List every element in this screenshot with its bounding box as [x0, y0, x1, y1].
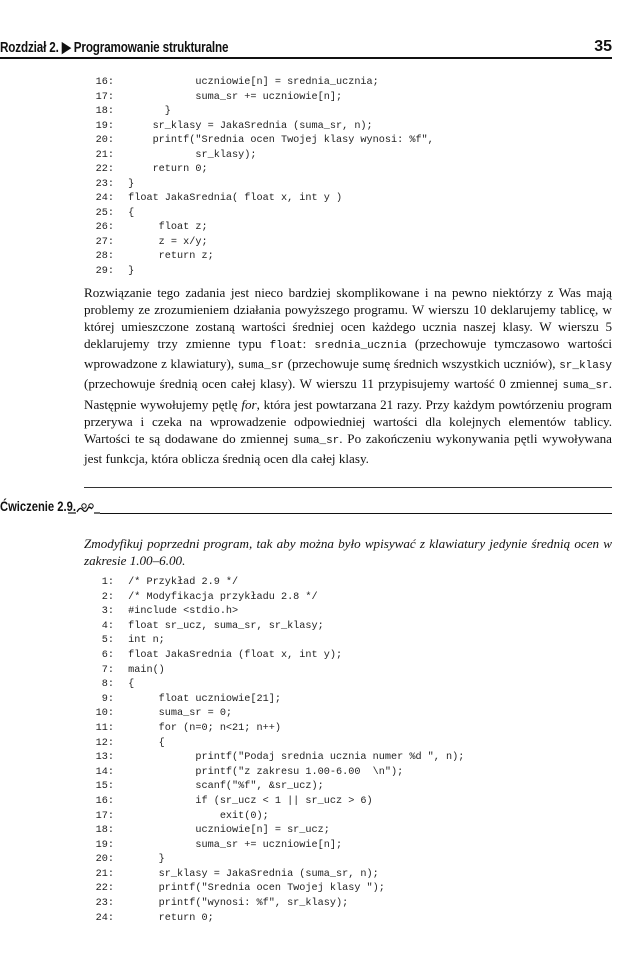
line-number: 11:	[95, 722, 114, 734]
code-line	[84, 839, 464, 854]
code-text: return 0;	[122, 912, 214, 924]
para-text: Rozwiązanie tego zadania jest nieco bardziej skomplikowane i na pewno niektórzy z Was mają problemy ze zrozumieniem działania powyższego programu. W wierszu 10 deklarujemy tablicę, w której umieszczone zostaną wartości średniej ocen każdego ucznia naszej klasy. W wierszu 5 deklarujemy trzy zmienne typu	[84, 285, 612, 352]
section-divider	[84, 487, 612, 488]
exercise-icon	[66, 500, 102, 516]
code-line	[84, 824, 464, 839]
code-text: /* Przykład 2.9 */	[122, 577, 239, 588]
line-number: 26:	[95, 222, 114, 233]
line-number: 23:	[95, 178, 114, 190]
line-number: 29:	[95, 265, 114, 277]
line-number: 2:	[101, 591, 114, 603]
code-text: }	[122, 265, 135, 277]
line-number: 6:	[101, 649, 114, 661]
code-token: srednia_ucznia	[314, 340, 407, 353]
code-text: printf("wynosi: %f", sr_klasy);	[122, 898, 349, 910]
code-line	[84, 620, 464, 635]
line-number: 19:	[95, 120, 114, 132]
para-text: :	[302, 336, 315, 352]
line-number: 20:	[95, 854, 114, 866]
code-text: int n;	[122, 635, 165, 647]
code-line	[84, 868, 464, 883]
code-text: suma_sr += uczniowie[n];	[122, 839, 343, 851]
code-text: float JakaSrednia (float x, int y);	[122, 649, 343, 661]
exercise-rule	[100, 513, 612, 514]
code-text: printf("Podaj srednia ucznia numer %d ", n);	[122, 752, 465, 764]
header-rule	[0, 57, 612, 59]
line-number: 15:	[95, 781, 114, 793]
code-line	[84, 265, 434, 280]
code-line	[84, 649, 464, 664]
code-line	[84, 664, 464, 679]
code-line	[84, 207, 434, 222]
code-line	[84, 178, 434, 193]
code-text: z = x/y;	[122, 236, 208, 248]
italic-keyword: for	[241, 396, 257, 412]
code-text: scanf("%f", &sr_ucz);	[122, 781, 324, 793]
code-text: float sr_ucz, suma_sr, sr_klasy;	[122, 620, 324, 632]
code-line	[84, 192, 434, 207]
line-number: 23:	[95, 898, 114, 910]
code-line	[84, 605, 464, 620]
explanation-paragraph	[84, 284, 612, 467]
code-line	[84, 134, 434, 149]
para-text: (przechowuje tymczasowo wartości wprowadzone z klawiatury),	[84, 336, 612, 372]
line-number: 13:	[95, 752, 114, 764]
code-line	[84, 250, 434, 265]
line-number: 9:	[101, 693, 114, 705]
line-number: 21:	[95, 149, 114, 161]
code-text: }	[122, 106, 171, 117]
line-number: 28:	[95, 251, 114, 262]
code-line	[84, 76, 434, 91]
line-number: 19:	[95, 839, 114, 851]
para-text: . Po zakończeniu wykonywania pętli wywoływana jest funkcja, która oblicza średnią ocen dla całej klasy.	[84, 430, 612, 466]
line-number: 7:	[101, 664, 114, 676]
code-line	[84, 810, 464, 825]
para-text: , która jest powtarzana 21 razy. Przy każdym powtórzeniu program przerywa i czeka na wprowadzenie odpowiedniej wartości dla kolejnych elementów tablicy. Wartości te są dodawane do zmiennej	[84, 396, 612, 446]
code-line	[84, 91, 434, 106]
code-listing-continued	[84, 76, 434, 279]
code-line	[84, 897, 464, 912]
code-text: float uczniowie[21];	[122, 693, 281, 705]
line-number: 17:	[95, 810, 114, 822]
para-text: . Następnie wywołujemy pętlę	[84, 376, 612, 412]
code-text: exit(0);	[122, 810, 269, 822]
code-line	[84, 236, 434, 251]
line-number: 18:	[95, 825, 114, 837]
para-text: (przechowuje średnią ocen całej klasy). W wierszu 11 przypisujemy wartość 0 zmiennej	[84, 376, 563, 392]
code-line	[84, 780, 464, 795]
code-line	[84, 795, 464, 810]
code-text: }	[122, 854, 165, 866]
line-number: 14:	[95, 766, 114, 778]
code-line	[84, 751, 464, 766]
code-text: float z;	[122, 222, 208, 233]
line-number: 16:	[95, 795, 114, 807]
code-line	[84, 707, 464, 722]
code-token: suma_sr	[293, 434, 340, 447]
line-number: 25:	[95, 207, 114, 219]
code-line	[84, 737, 464, 752]
code-text: }	[122, 178, 135, 190]
code-line	[84, 766, 464, 781]
code-text: float JakaSrednia( float x, int y )	[122, 193, 343, 204]
code-line	[84, 693, 464, 708]
line-number: 20:	[95, 135, 114, 146]
page-number: 35	[594, 38, 612, 55]
code-line	[84, 882, 464, 897]
line-number: 10:	[95, 708, 114, 720]
code-text: sr_klasy = JakaSrednia (suma_sr, n);	[122, 120, 373, 132]
exercise-label: Ćwiczenie 2.9.	[0, 498, 76, 514]
code-text: main()	[122, 664, 165, 676]
code-text: {	[122, 207, 135, 219]
line-number: 22:	[95, 883, 114, 895]
code-text: uczniowie[n] = sr_ucz;	[122, 825, 330, 837]
code-text: suma_sr += uczniowie[n];	[122, 91, 343, 103]
code-token: float	[269, 340, 303, 353]
line-number: 27:	[95, 236, 114, 248]
line-number: 16:	[95, 77, 114, 88]
code-text: printf("Srednia ocen Twojej klasy ");	[122, 883, 385, 895]
code-line	[84, 912, 464, 927]
code-text: suma_sr = 0;	[122, 708, 233, 720]
line-number: 24:	[95, 912, 114, 924]
code-line	[84, 853, 464, 868]
code-line	[84, 163, 434, 178]
code-text: /* Modyfikacja przykładu 2.8 */	[122, 591, 318, 603]
code-text: if (sr_ucz < 1 || sr_ucz > 6)	[122, 795, 373, 807]
code-listing-2-9	[84, 576, 464, 926]
code-line	[84, 722, 464, 737]
line-number: 21:	[95, 868, 114, 880]
code-token: sr_klasy	[559, 360, 612, 373]
exercise-task: Zmodyfikuj poprzedni program, tak aby można było wpisywać z klawiatury jedynie średnią ocen w zakresie 1.00–6.00.	[84, 536, 612, 568]
code-token: suma_sr	[237, 360, 284, 373]
code-line	[84, 221, 434, 236]
code-text: return 0;	[122, 164, 208, 175]
line-number: 17:	[95, 91, 114, 103]
code-text: printf("Srednia ocen Twojej klasy wynosi: %f",	[122, 135, 434, 146]
line-number: 3:	[101, 606, 114, 618]
line-number: 1:	[101, 577, 114, 588]
code-token: suma_sr	[562, 380, 609, 393]
code-line	[84, 634, 464, 649]
code-text: sr_klasy);	[122, 149, 257, 161]
code-text: {	[122, 679, 135, 691]
code-line	[84, 120, 434, 135]
code-text: {	[122, 737, 165, 749]
code-line	[84, 591, 464, 606]
line-number: 8:	[101, 679, 114, 691]
code-line	[84, 105, 434, 120]
para-text: (przechowuje sumę średnich wszystkich uczniów),	[283, 356, 560, 372]
code-text: for (n=0; n<21; n++)	[122, 722, 281, 734]
line-number: 18:	[95, 106, 114, 117]
line-number: 4:	[101, 620, 114, 632]
code-line	[84, 678, 464, 693]
line-number: 5:	[101, 635, 114, 647]
code-text: return z;	[122, 251, 214, 262]
code-text: #include <stdio.h>	[122, 606, 239, 618]
code-line	[84, 576, 464, 591]
code-text: printf("z zakresu 1.00-6.00 \n");	[122, 766, 404, 778]
code-text: uczniowie[n] = srednia_ucznia;	[122, 77, 379, 88]
chapter-title: Rozdział 2. ▶ Programowanie strukturalne	[0, 39, 229, 56]
line-number: 12:	[95, 737, 114, 749]
code-text: sr_klasy = JakaSrednia (suma_sr, n);	[122, 868, 379, 880]
code-line	[84, 149, 434, 164]
line-number: 22:	[95, 164, 114, 175]
line-number: 24:	[95, 193, 114, 204]
